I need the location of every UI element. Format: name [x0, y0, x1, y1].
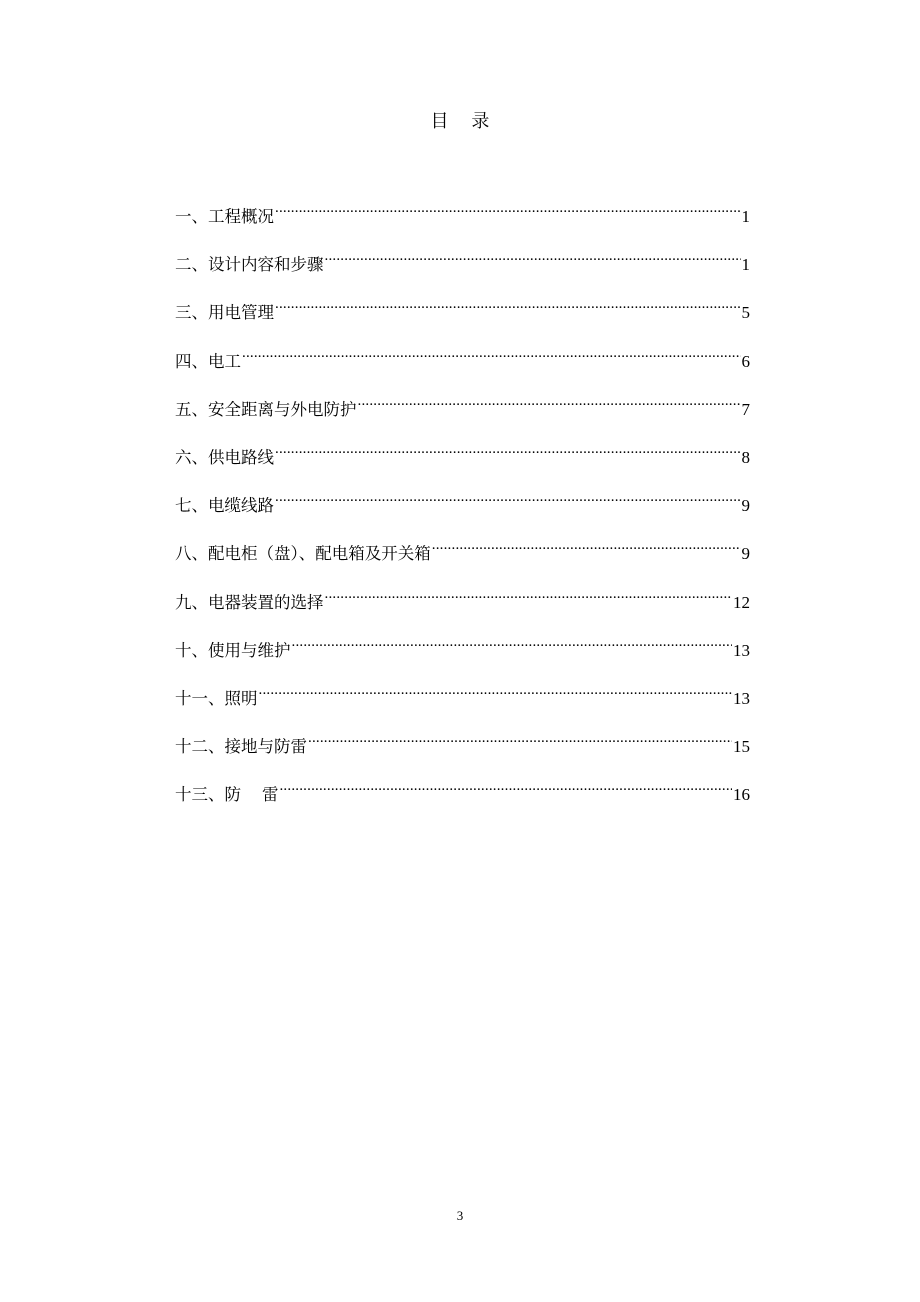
toc-entry-2[interactable]: [175, 242, 750, 290]
toc-entry-5[interactable]: [175, 387, 750, 435]
dot-leader: [275, 194, 741, 222]
toc-entry-page: 16: [733, 785, 750, 805]
dot-leader: [292, 628, 733, 656]
toc-entry-10[interactable]: [175, 628, 750, 676]
toc-entry-label: 五、安全距离与外电防护: [175, 399, 357, 419]
toc-entry-page: 6: [741, 351, 750, 371]
toc-entry-page: 5: [741, 303, 750, 323]
toc-entry-page: 15: [733, 737, 750, 757]
toc-entry-4[interactable]: [175, 339, 750, 387]
toc-entry-6[interactable]: [175, 435, 750, 483]
toc-entry-page: 7: [741, 399, 750, 419]
toc-entry-page: 9: [741, 544, 750, 564]
toc-entry-label: 十三、防 雷: [175, 785, 279, 805]
toc-entry-7[interactable]: [175, 483, 750, 531]
dot-leader: [432, 531, 741, 559]
toc-entry-page: 1: [741, 207, 750, 226]
toc-title: 目 录: [430, 111, 490, 132]
toc-entry-label: 十一、照明: [175, 688, 258, 708]
table-of-contents: [175, 194, 750, 820]
toc-entry-label: 十二、接地与防雷: [175, 737, 307, 757]
toc-entry-page: 13: [733, 688, 750, 708]
toc-entry-page: 9: [741, 496, 750, 516]
toc-entry-label: 六、供电路线: [175, 447, 274, 467]
dot-leader: [358, 387, 741, 415]
dot-leader: [275, 483, 741, 511]
page-number: 3: [456, 1208, 464, 1223]
toc-entry-label: 二、设计内容和步骤: [175, 255, 324, 275]
dot-leader: [275, 290, 741, 318]
toc-entry-page: 8: [741, 447, 750, 467]
toc-entry-label: 一、工程概况: [175, 207, 274, 226]
toc-entry-9[interactable]: [175, 580, 750, 628]
toc-entry-1[interactable]: [175, 194, 750, 242]
toc-entry-label: 十、使用与维护: [175, 640, 291, 660]
toc-entry-page: 12: [733, 592, 750, 612]
dot-leader: [325, 242, 741, 270]
toc-entry-label: 七、电缆线路: [175, 496, 274, 516]
toc-entry-11[interactable]: [175, 676, 750, 724]
dot-leader: [242, 339, 741, 367]
toc-entry-label: 八、配电柜（盘）、配电箱及开关箱: [175, 544, 431, 564]
toc-entry-13[interactable]: [175, 772, 750, 820]
toc-entry-8[interactable]: [175, 531, 750, 579]
dot-leader: [279, 772, 732, 800]
toc-entry-12[interactable]: [175, 724, 750, 772]
toc-entry-3[interactable]: [175, 290, 750, 338]
toc-entry-label: 九、电器装置的选择: [175, 592, 324, 612]
dot-leader: [259, 676, 733, 704]
dot-leader: [275, 435, 741, 463]
toc-entry-page: 13: [733, 640, 750, 660]
toc-entry-label: 四、电工: [175, 351, 241, 371]
dot-leader: [308, 724, 732, 752]
toc-entry-label: 三、用电管理: [175, 303, 274, 323]
dot-leader: [325, 580, 733, 608]
toc-entry-page: 1: [741, 255, 750, 275]
